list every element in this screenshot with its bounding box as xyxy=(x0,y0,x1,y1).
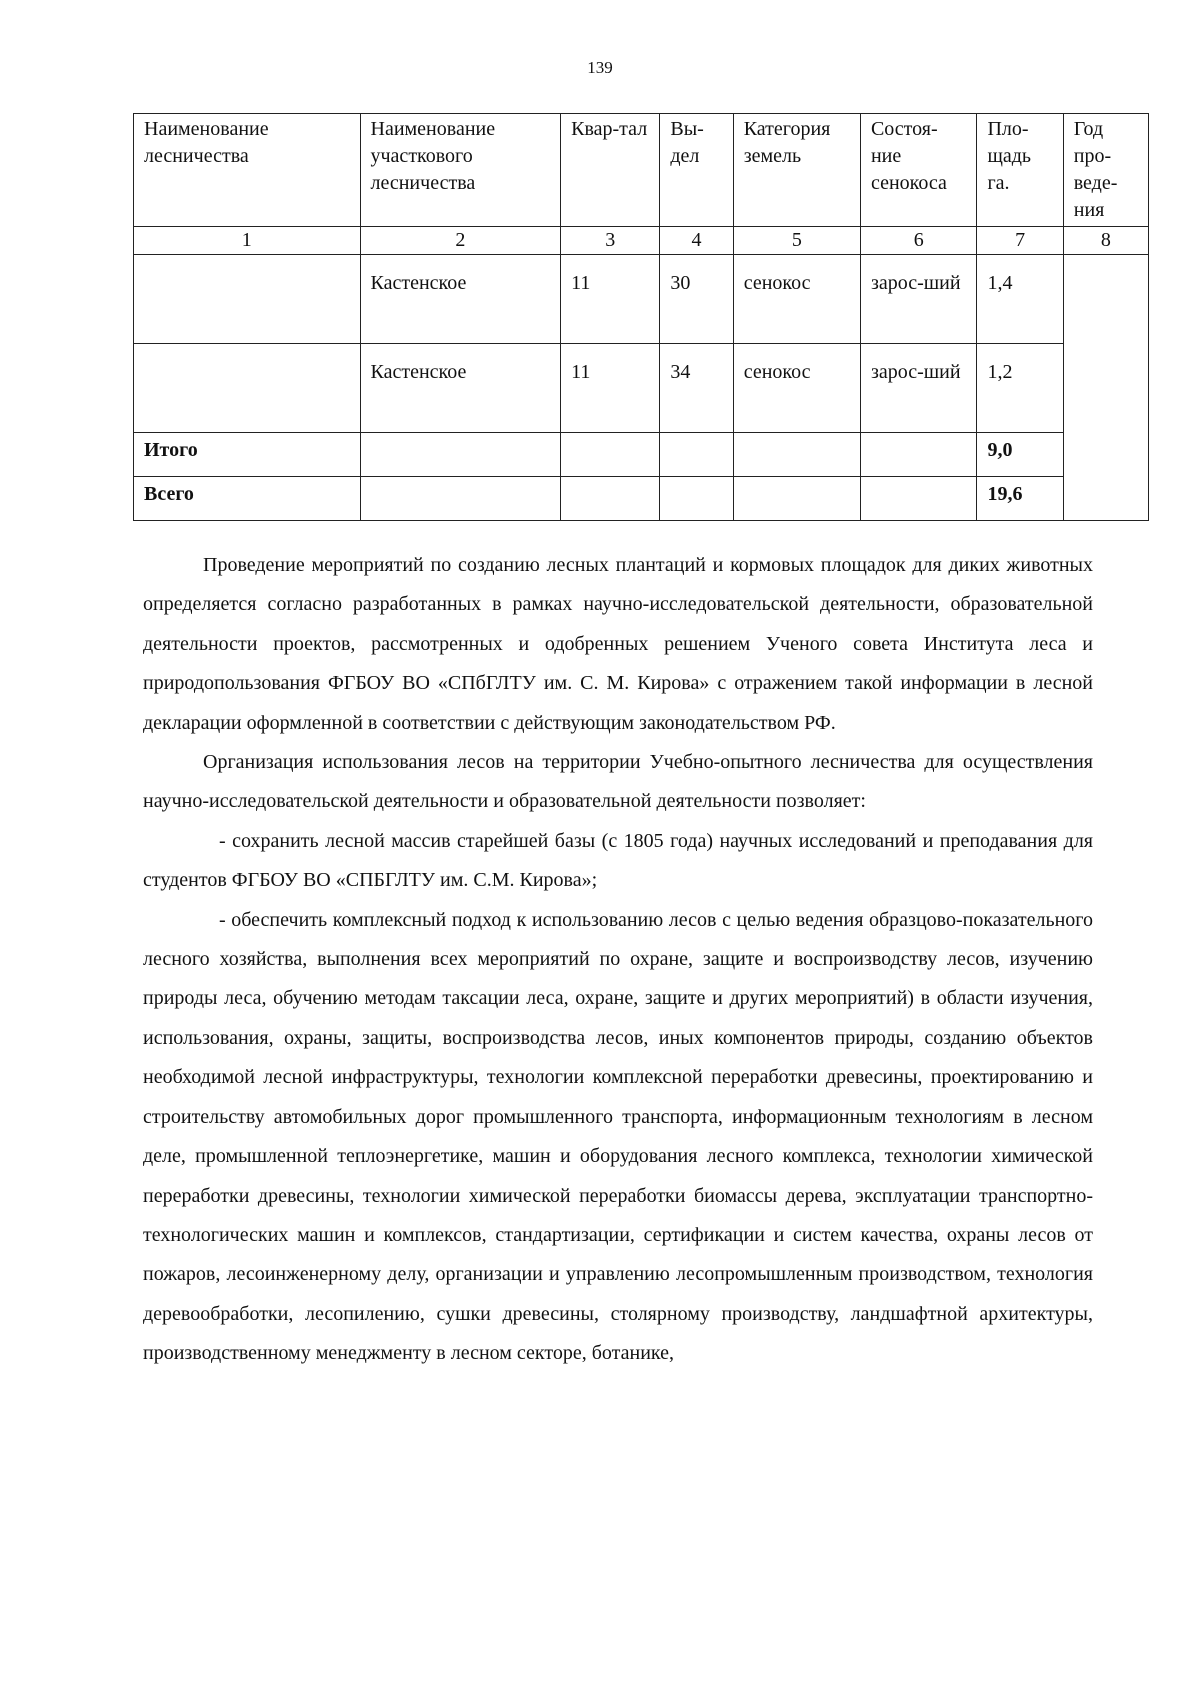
column-number: 5 xyxy=(733,227,860,255)
header-year: Год про-веде-ния xyxy=(1063,114,1148,227)
cell-land-category: сенокос xyxy=(733,344,860,433)
empty-cell xyxy=(733,433,860,477)
header-forestry: Наименование лесничества xyxy=(134,114,361,227)
body-text xyxy=(143,546,1093,1374)
cell-area: 1,2 xyxy=(977,344,1063,433)
cell-forestry xyxy=(134,255,361,344)
subtotal-label: Итого xyxy=(134,433,361,477)
bullet-paragraph: - сохранить лесной массив старейшей базы (с 1805 года) научных исследований и преподавания для студентов ФГБОУ ВО «СПБГЛТУ им. С.М. Кирова»; xyxy=(143,829,1093,892)
subtotal-row xyxy=(134,433,1149,477)
empty-cell xyxy=(360,477,561,521)
cell-land-category: сенокос xyxy=(733,255,860,344)
column-number: 6 xyxy=(860,227,976,255)
column-number: 2 xyxy=(360,227,561,255)
subtotal-area: 9,0 xyxy=(977,433,1063,477)
column-number-row xyxy=(134,227,1149,255)
header-plot: Вы-дел xyxy=(660,114,733,227)
paragraph: Организация использования лесов на территории Учебно-опытного лесничества для осуществления научно-исследовательской деятельности и образовательной деятельности позволяет: xyxy=(143,751,1093,813)
cell-quarter: 11 xyxy=(561,255,660,344)
cell-forestry xyxy=(134,344,361,433)
cell-state: зарос-ший xyxy=(860,344,976,433)
cell-district: Кастенское xyxy=(360,255,561,344)
bullet-paragraph: - обеспечить комплексный подход к использованию лесов с целью ведения образцово-показательного лесного хозяйства, выполнения всех мероприятий по охране, защите и воспроизводству лесов, изучению природы леса, обучению методам таксации леса, охране, защите и других мероприятий) в области изучения, использования, охраны, защиты, воспроизводства лесов, иных компонентов природы, созданию объектов необходимой лесной инфраструктуры, технологии комплексной переработки древесины, проектированию и строительству автомобильных дорог промышленного транспорта, информационным технологиям в лесном деле, промышленной теплоэнергетике, машин и оборудования лесного комплекса, технологии химической переработки древесины, технологии химической переработки биомассы дерева, эксплуатации транспортно-технологических машин и комплексов, стандартизации, сертификации и систем качества, охраны лесов от пожаров, лесоинженерному делу, организации и управлению лесопромышленным производством, технология деревообработки, лесопилению, сушки древесины, столярному производству, ландшафтной архитектуры, производственному менеджменту в лесном секторе, ботанике, xyxy=(143,908,1093,1365)
column-number: 4 xyxy=(660,227,733,255)
table-row xyxy=(134,255,1149,344)
paragraph: Проведение мероприятий по созданию лесных плантаций и кормовых площадок для диких животных определяется согласно разработанных в рамках научно-исследовательской деятельности, образовательной деятельности проектов, рассмотренных и одобренных решением Ученого совета Института леса и природопользования ФГБОУ ВО «СПбГЛТУ им. С. М. Кирова» с отражением такой информации в лесной декларации оформленной в соответствии с действующим законодательством РФ. xyxy=(143,554,1093,734)
empty-cell xyxy=(360,433,561,477)
header-land-category: Категория земель xyxy=(733,114,860,227)
empty-cell xyxy=(860,477,976,521)
empty-cell xyxy=(733,477,860,521)
cell-plot: 30 xyxy=(660,255,733,344)
column-number: 1 xyxy=(134,227,361,255)
header-quarter: Квар-тал xyxy=(561,114,660,227)
header-district: Наименование участкового лесничества xyxy=(360,114,561,227)
empty-cell xyxy=(860,433,976,477)
empty-cell xyxy=(660,433,733,477)
column-number: 8 xyxy=(1063,227,1148,255)
total-area: 19,6 xyxy=(977,477,1063,521)
column-number: 3 xyxy=(561,227,660,255)
cell-year-merged xyxy=(1063,255,1148,521)
cell-state: зарос-ший xyxy=(860,255,976,344)
empty-cell xyxy=(561,433,660,477)
page-number: 139 xyxy=(587,58,613,77)
forestry-table xyxy=(133,113,1149,521)
header-state: Состоя-ние сенокоса xyxy=(860,114,976,227)
empty-cell xyxy=(660,477,733,521)
table-header-row xyxy=(134,114,1149,227)
table-row xyxy=(134,344,1149,433)
cell-plot: 34 xyxy=(660,344,733,433)
empty-cell xyxy=(561,477,660,521)
header-area: Пло-щадь га. xyxy=(977,114,1063,227)
cell-quarter: 11 xyxy=(561,344,660,433)
cell-district: Кастенское xyxy=(360,344,561,433)
total-row xyxy=(134,477,1149,521)
total-label: Всего xyxy=(134,477,361,521)
cell-area: 1,4 xyxy=(977,255,1063,344)
column-number: 7 xyxy=(977,227,1063,255)
